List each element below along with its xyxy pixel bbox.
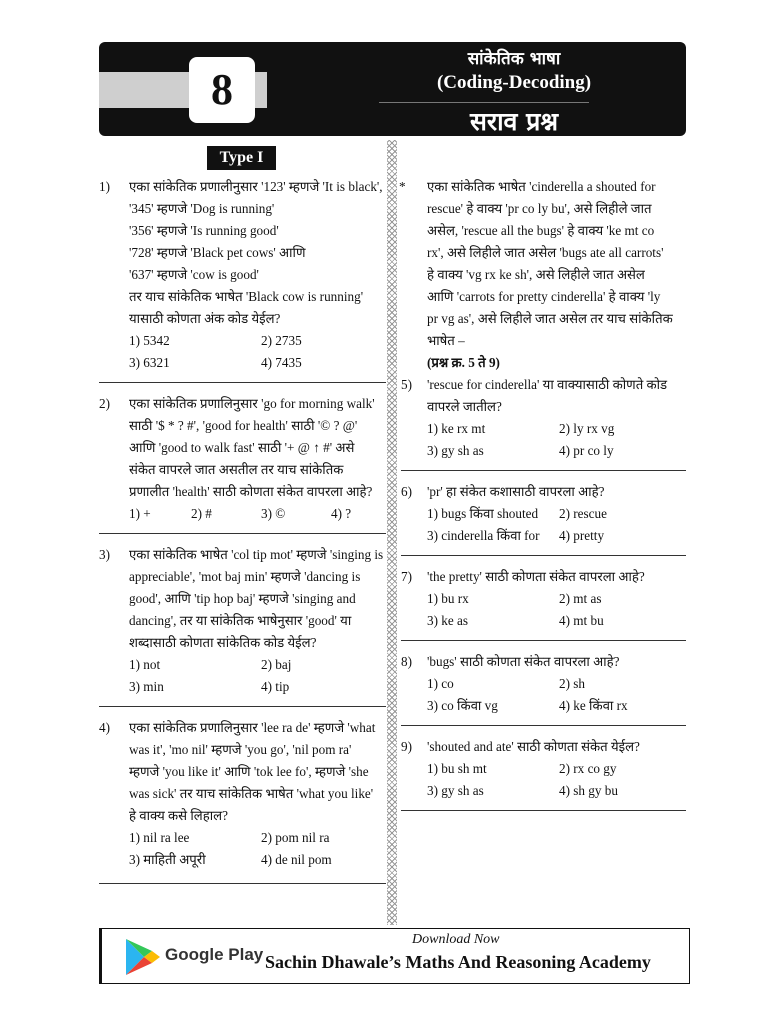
option: 1) co (427, 676, 454, 691)
option-grid (427, 758, 686, 802)
option: 4) pretty (559, 528, 605, 543)
question-line: म्हणजे 'you like it' आणि 'tok lee fo', म्हणजे 'she (129, 764, 369, 779)
option: 2) baj (261, 657, 292, 672)
question-line: was sick' तर याच सांकेतिक भाषेत 'what you like' (129, 786, 374, 801)
header-subtitle: सराव प्रश्न (469, 107, 559, 136)
question-line: '728' म्हणजे 'Black pet cows' आणि (129, 245, 306, 260)
question-4 (99, 717, 386, 871)
option: 3) माहिती अपूरी (129, 852, 206, 867)
question-line: यासाठी कोणता अंक कोड येईल? (129, 311, 281, 326)
chapter-number: 8 (189, 57, 255, 123)
question-line: '356' म्हणजे 'Is running good' (129, 223, 279, 238)
question-line: प्रणालीत 'health' साठी कोणता संकेत वापरला आहे? (129, 484, 373, 499)
option: 3) cinderella किंवा for (427, 528, 540, 543)
passage-line: आणि 'carrots for pretty cinderella' हे वाक्य 'ly (427, 289, 661, 304)
question-number: 1) (99, 179, 110, 194)
option: 4) 7435 (261, 355, 302, 370)
option: 1) not (129, 657, 161, 672)
title-english: (Coding-Decoding) (436, 72, 592, 93)
question-line: 'rescue for cinderella' या वाक्यासाठी कोणते कोड (427, 377, 668, 392)
question-line: '637' म्हणजे 'cow is good' (129, 267, 259, 282)
option: 3) gy sh as (427, 783, 484, 798)
academy-name: Sachin Dhawale’s Maths And Reasoning Academy (265, 952, 651, 972)
divider (99, 883, 386, 884)
option: 4) ? (331, 506, 352, 521)
question-3 (99, 544, 386, 698)
question-line: हे वाक्य कसे लिहाल? (129, 808, 228, 823)
question-line: 'pr' हा संकेत कशासाठी वापरला आहे? (427, 484, 605, 499)
left-column (99, 176, 386, 894)
option-row (129, 503, 386, 525)
passage-line: असेल, 'rescue all the bugs' हे वाक्य 'ke mt co (427, 223, 655, 238)
option: 1) + (129, 506, 151, 521)
question-line: 'shouted and ate' साठी कोणता संकेत येईल? (427, 739, 640, 754)
question-line: एका सांकेतिक प्रणालीनुसार '123' म्हणजे 'It is black', (129, 179, 383, 194)
option: 2) ly rx vg (559, 421, 615, 436)
download-now-text: Download Now (412, 932, 500, 947)
question-line: आणि 'good to walk fast' साठी '+ @ ↑ #' असे (129, 440, 355, 455)
question-6 (401, 481, 686, 547)
option: 1) ke rx mt (427, 421, 486, 436)
option: 2) rx co gy (559, 761, 617, 776)
chapter-header (99, 42, 686, 136)
option: 3) 6321 (129, 355, 170, 370)
header-divider (379, 102, 589, 103)
google-play-label[interactable]: Google Play (165, 945, 264, 964)
option: 1) bu rx (427, 591, 469, 606)
option: 3) ke as (427, 613, 469, 628)
title-marathi: सांकेतिक भाषा (467, 49, 561, 69)
question-line: 'the pretty' साठी कोणता संकेत वापरला आहे? (427, 569, 645, 584)
option: 1) bugs किंवा shouted (427, 506, 539, 521)
passage-line: भाषेत – (427, 333, 465, 348)
option-grid (129, 654, 386, 698)
option: 3) co किंवा vg (427, 698, 498, 713)
question-number: 6) (401, 484, 412, 499)
question-line: good', आणि 'tip hop baj' म्हणजे 'singing and (129, 591, 356, 606)
column-separator (387, 140, 397, 925)
right-column (401, 176, 686, 821)
question-number: 8) (401, 654, 412, 669)
question-line: एका सांकेतिक भाषेत 'col tip mot' म्हणजे 'singing is (129, 547, 384, 562)
question-2 (99, 393, 386, 525)
question-line: एका सांकेतिक प्रणालिनुसार 'go for morning walk' (129, 396, 375, 411)
option-grid (427, 673, 686, 717)
question-8 (401, 651, 686, 717)
question-line: संकेत वापरले जात असतील तर याच सांकेतिक (129, 462, 344, 477)
passage-line: हे वाक्य 'vg rx ke sh', असे लिहीले जात असेल (427, 267, 645, 282)
option: 3) © (261, 506, 286, 521)
option: 1) bu sh mt (427, 761, 487, 776)
passage-marker: * (399, 179, 406, 194)
option: 2) mt as (559, 591, 602, 606)
question-line: was it', 'mo nil' म्हणजे 'you go', 'nil pom ra' (129, 742, 352, 757)
divider (401, 640, 686, 641)
divider (401, 725, 686, 726)
option: 4) tip (261, 679, 290, 694)
option-grid (129, 827, 386, 871)
option: 2) 2735 (261, 333, 302, 348)
option: 2) sh (559, 676, 586, 691)
option: 1) 5342 (129, 333, 170, 348)
footer-banner (99, 928, 690, 984)
passage-line: rescue' हे वाक्य 'pr co ly bu', असे लिहीले जात (427, 201, 652, 216)
divider (99, 706, 386, 707)
question-number: 5) (401, 377, 412, 392)
question-number: 7) (401, 569, 412, 584)
option: 4) pr co ly (559, 443, 614, 458)
question-9 (401, 736, 686, 802)
type-label: Type I (207, 146, 276, 170)
question-5 (401, 374, 686, 462)
question-number: 4) (99, 720, 110, 735)
option: 2) # (191, 506, 212, 521)
question-line: साठी '$ * ? #', 'good for health' साठी '© ? @' (129, 418, 358, 433)
passage (401, 176, 686, 374)
option-grid (129, 330, 386, 374)
question-number: 3) (99, 547, 110, 562)
option: 3) min (129, 679, 164, 694)
divider (401, 810, 686, 811)
option: 2) rescue (559, 506, 607, 521)
question-7 (401, 566, 686, 632)
question-line: शब्दासाठी कोणता सांकेतिक कोड येईल? (129, 635, 317, 650)
option: 2) pom nil ra (261, 830, 330, 845)
option: 4) ke किंवा rx (559, 698, 628, 713)
option-grid (427, 588, 686, 632)
option: 4) mt bu (559, 613, 604, 628)
question-line: एका सांकेतिक प्रणालिनुसार 'lee ra de' म्हणजे 'what (129, 720, 376, 735)
question-line: '345' म्हणजे 'Dog is running' (129, 201, 275, 216)
option: 3) gy sh as (427, 443, 484, 458)
question-line: तर याच सांकेतिक भाषेत 'Black cow is running' (129, 289, 364, 304)
passage-line: rx', असे लिहीले जात असेल 'bugs ate all carrots' (427, 245, 664, 260)
option: 1) nil ra lee (129, 830, 190, 845)
question-line: 'bugs' साठी कोणता संकेत वापरला आहे? (427, 654, 620, 669)
question-1 (99, 176, 386, 374)
option: 4) de nil pom (261, 852, 332, 867)
divider (99, 533, 386, 534)
question-line: appreciable', 'mot baj min' म्हणजे 'dancing is (129, 569, 361, 584)
option-grid (427, 418, 686, 462)
option-grid (427, 503, 686, 547)
google-play-icon[interactable] (124, 937, 162, 977)
divider (99, 382, 386, 383)
option: 4) sh gy bu (559, 783, 618, 798)
question-number: 2) (99, 396, 110, 411)
divider (401, 470, 686, 471)
question-line: dancing', तर या सांकेतिक भाषेनुसार 'good' या (129, 613, 352, 628)
question-range: (प्रश्न क्र. 5 ते 9) (427, 355, 500, 370)
divider (401, 555, 686, 556)
passage-line: एका सांकेतिक भाषेत 'cinderella a shouted for (427, 179, 656, 194)
question-number: 9) (401, 739, 412, 754)
passage-line: pr vg as', असे लिहीले जात असेल तर याच सांकेतिक (427, 311, 673, 326)
question-line: वापरले जातील? (427, 399, 502, 414)
